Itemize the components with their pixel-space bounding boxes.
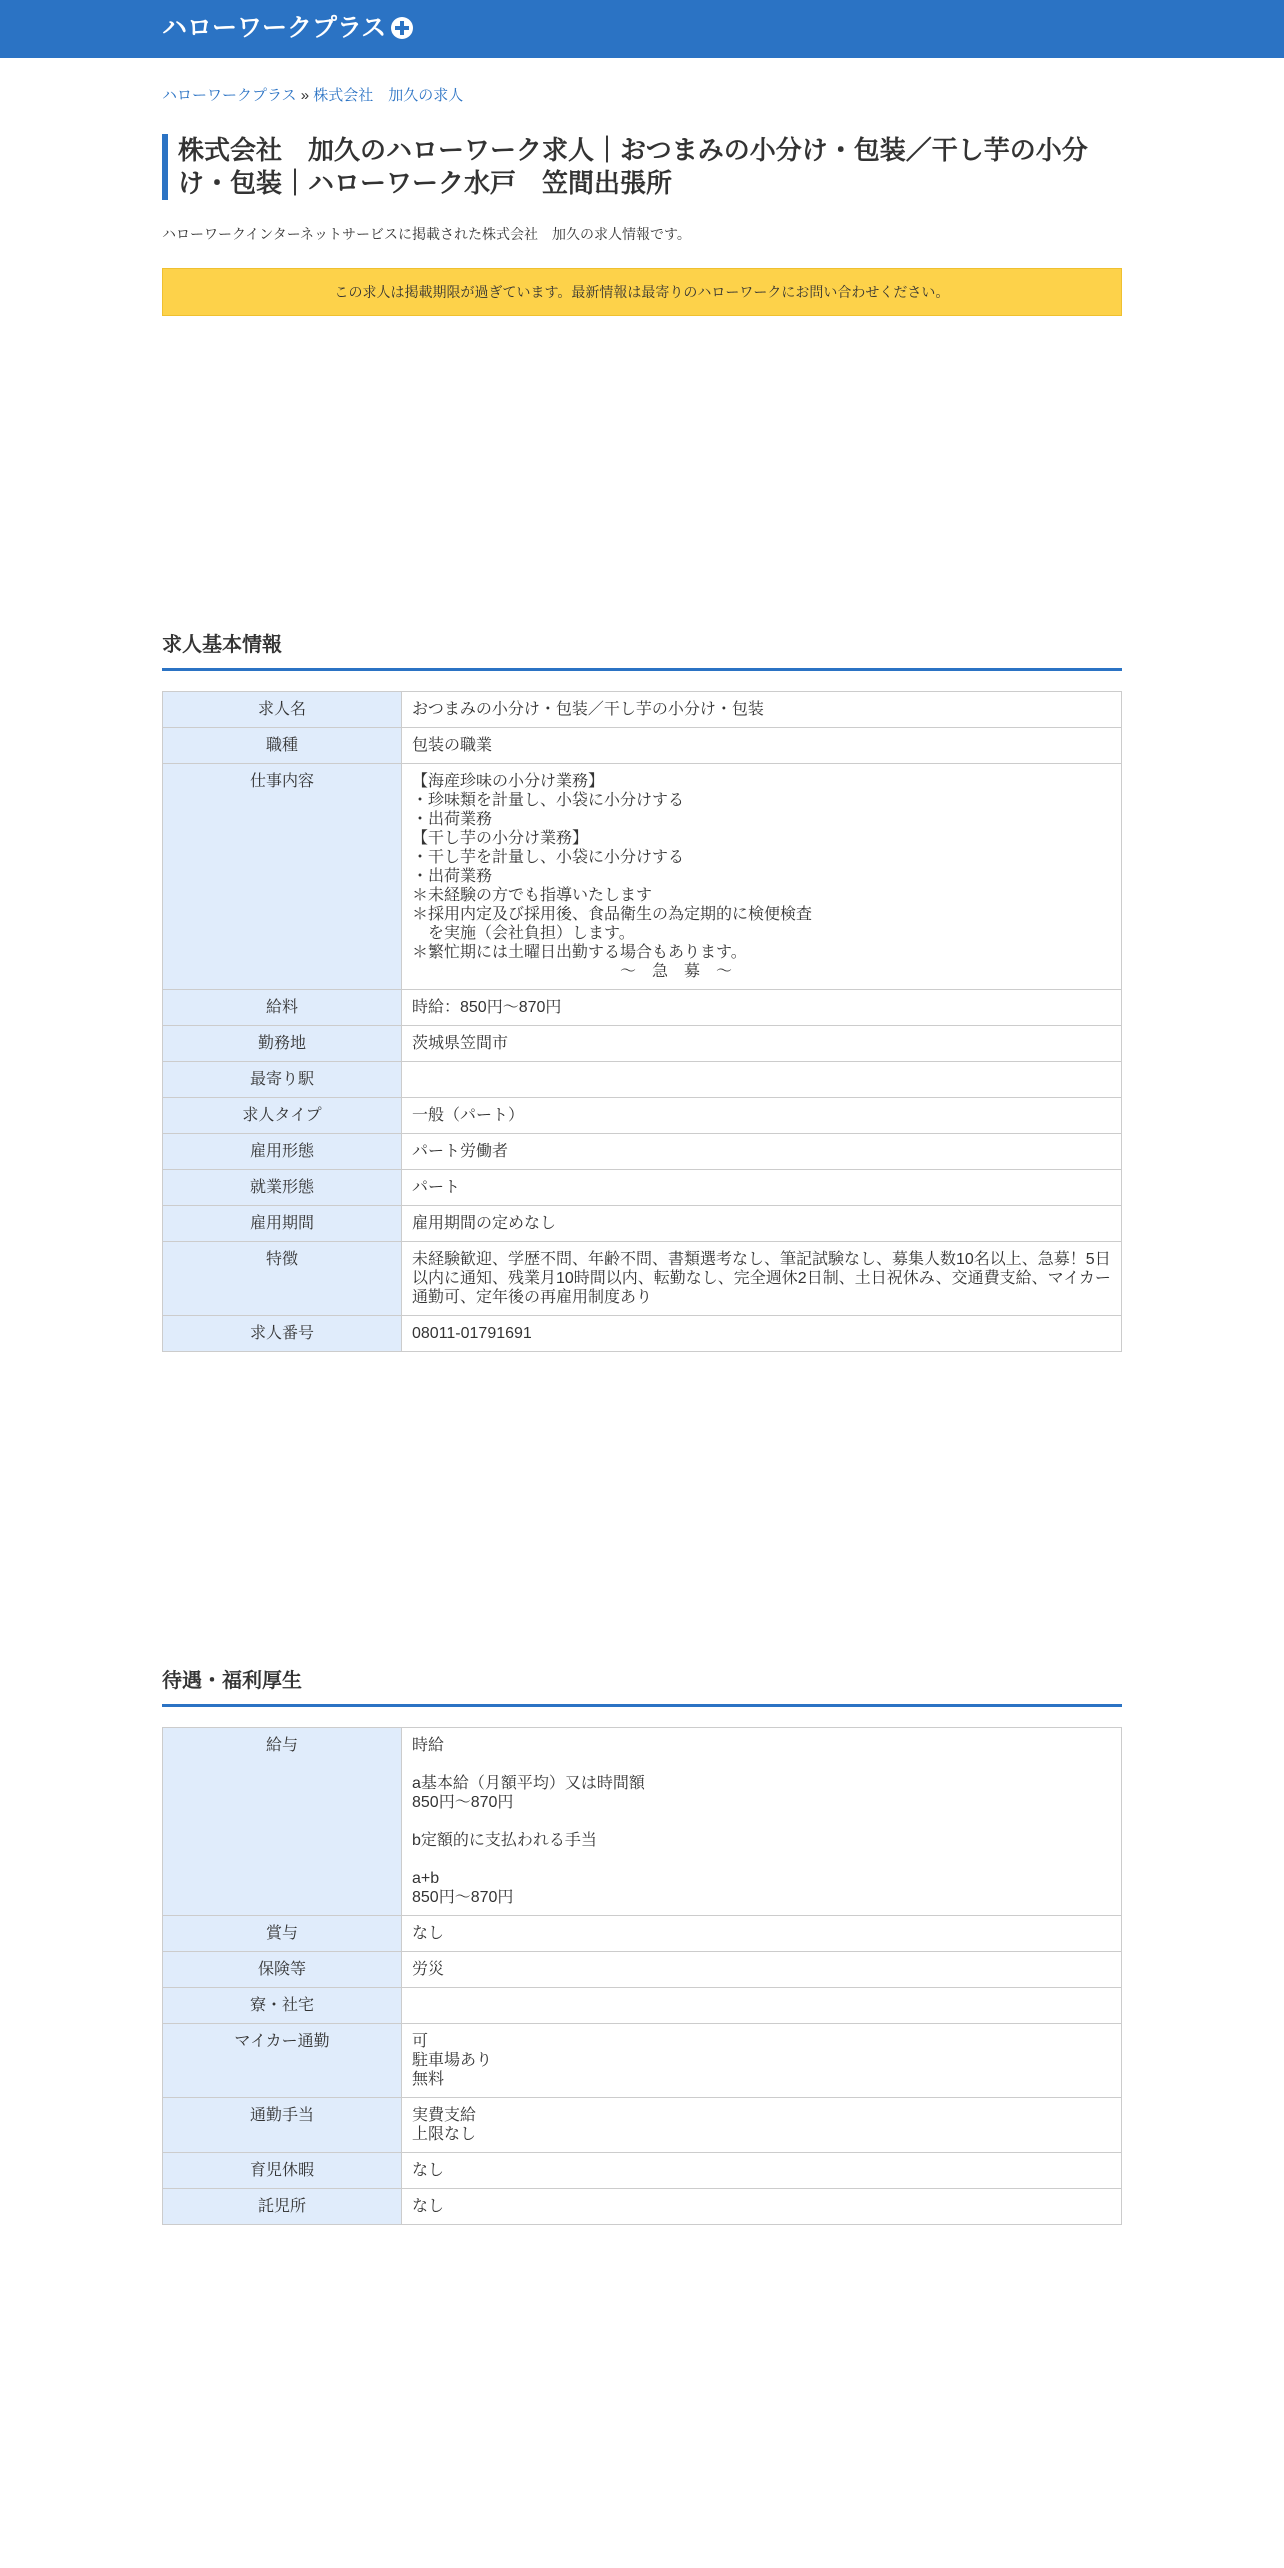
row-label: 求人名 bbox=[163, 692, 402, 728]
row-value: なし bbox=[402, 2153, 1122, 2189]
row-value: 包装の職業 bbox=[402, 728, 1122, 764]
site-logo[interactable] bbox=[162, 12, 414, 44]
site-header bbox=[0, 0, 1284, 58]
table-row bbox=[163, 1728, 1122, 1916]
row-value: 08011-01791691 bbox=[402, 1316, 1122, 1352]
row-label: 求人タイプ bbox=[163, 1098, 402, 1134]
row-label: 雇用形態 bbox=[163, 1134, 402, 1170]
row-value: 時給 a基本給（月額平均）又は時間額 850円～870円 b定額的に支払われる手当 a+b 850円～870円 bbox=[402, 1728, 1122, 1916]
row-value: なし bbox=[402, 2189, 1122, 2225]
row-value bbox=[402, 1062, 1122, 1098]
expired-notice: この求人は掲載期限が過ぎています。最新情報は最寄りのハローワークにお問い合わせください。 bbox=[162, 268, 1122, 316]
row-value: 一般（パート） bbox=[402, 1098, 1122, 1134]
row-label: 仕事内容 bbox=[163, 764, 402, 990]
plus-circle-icon bbox=[390, 16, 414, 40]
breadcrumb bbox=[162, 86, 1122, 106]
table-row bbox=[163, 764, 1122, 990]
row-label: 勤務地 bbox=[163, 1026, 402, 1062]
table-row bbox=[163, 1098, 1122, 1134]
row-value: 未経験歓迎、学歴不問、年齢不問、書類選考なし、筆記試験なし、募集人数10名以上、急募！5日以内に通知、残業月10時間以内、転勤なし、完全週休2日制、土日祝休み、交通費支給、マイカー通勤可、定年後の再雇用制度あり bbox=[402, 1242, 1122, 1316]
table-row bbox=[163, 2153, 1122, 2189]
breadcrumb-current-link[interactable]: 株式会社 加久の求人 bbox=[313, 87, 464, 104]
table-row bbox=[163, 1242, 1122, 1316]
row-label: 寮・社宅 bbox=[163, 1988, 402, 2024]
table-row bbox=[163, 1952, 1122, 1988]
breadcrumb-home-link[interactable]: ハローワークプラス bbox=[162, 87, 297, 104]
row-label: 雇用期間 bbox=[163, 1206, 402, 1242]
row-label: 就業形態 bbox=[163, 1170, 402, 1206]
basic-info-table bbox=[162, 691, 1122, 1352]
table-row bbox=[163, 990, 1122, 1026]
ad-space bbox=[162, 316, 1122, 632]
row-label: 職種 bbox=[163, 728, 402, 764]
row-label: 育児休暇 bbox=[163, 2153, 402, 2189]
row-value: 実費支給 上限なし bbox=[402, 2098, 1122, 2153]
table-row bbox=[163, 1062, 1122, 1098]
table-row bbox=[163, 1134, 1122, 1170]
row-label: 託児所 bbox=[163, 2189, 402, 2225]
section-heading-basic: 求人基本情報 bbox=[162, 632, 1122, 671]
row-value: 雇用期間の定めなし bbox=[402, 1206, 1122, 1242]
row-value: 労災 bbox=[402, 1952, 1122, 1988]
table-row bbox=[163, 692, 1122, 728]
page-lead: ハローワークインターネットサービスに掲載された株式会社 加久の求人情報です。 bbox=[162, 226, 691, 242]
row-label: 特徴 bbox=[163, 1242, 402, 1316]
table-row bbox=[163, 1988, 1122, 2024]
row-label: 最寄り駅 bbox=[163, 1062, 402, 1098]
table-row bbox=[163, 2189, 1122, 2225]
row-label: 給与 bbox=[163, 1728, 402, 1916]
row-value: 【海産珍味の小分け業務】 ・珍味類を計量し、小袋に小分けする ・出荷業務 【干し芋の小分け業務】 ・干し芋を計量し、小袋に小分けする ・出荷業務 ＊未経験の方でも指導いたします ＊採用内定及び採用後、食品衛生の為定期的に検便検査 を実施（会社負担）します。 ＊繁忙期には土曜日出勤する場合もあります。 ～ 急 募 ～ bbox=[402, 764, 1122, 990]
row-label: 求人番号 bbox=[163, 1316, 402, 1352]
page-title: 株式会社 加久のハローワーク求人｜おつまみの小分け・包装／干し芋の小分け・包装｜ハローワーク水戸 笠間出張所 bbox=[162, 134, 1122, 200]
table-row bbox=[163, 1316, 1122, 1352]
row-label: マイカー通勤 bbox=[163, 2024, 402, 2098]
benefits-table bbox=[162, 1727, 1122, 2225]
row-value: 可 駐車場あり 無料 bbox=[402, 2024, 1122, 2098]
table-row bbox=[163, 2098, 1122, 2153]
row-value: パート労働者 bbox=[402, 1134, 1122, 1170]
table-row bbox=[163, 1206, 1122, 1242]
row-label: 賞与 bbox=[163, 1916, 402, 1952]
row-label: 通勤手当 bbox=[163, 2098, 402, 2153]
main-content bbox=[162, 58, 1122, 2225]
row-label: 給料 bbox=[163, 990, 402, 1026]
section-heading-benefits: 待遇・福利厚生 bbox=[162, 1668, 1122, 1707]
row-value: 時給：850円～870円 bbox=[402, 990, 1122, 1026]
row-value: 茨城県笠間市 bbox=[402, 1026, 1122, 1062]
table-row bbox=[163, 1916, 1122, 1952]
row-value: パート bbox=[402, 1170, 1122, 1206]
ad-space-2 bbox=[162, 1352, 1122, 1668]
logo-text: ハローワークプラス bbox=[162, 14, 387, 42]
breadcrumb-separator: » bbox=[300, 87, 310, 104]
row-label: 保険等 bbox=[163, 1952, 402, 1988]
table-row bbox=[163, 1026, 1122, 1062]
row-value: おつまみの小分け・包装／干し芋の小分け・包装 bbox=[402, 692, 1122, 728]
table-row bbox=[163, 2024, 1122, 2098]
row-value: なし bbox=[402, 1916, 1122, 1952]
table-row bbox=[163, 728, 1122, 764]
table-row bbox=[163, 1170, 1122, 1206]
row-value bbox=[402, 1988, 1122, 2024]
